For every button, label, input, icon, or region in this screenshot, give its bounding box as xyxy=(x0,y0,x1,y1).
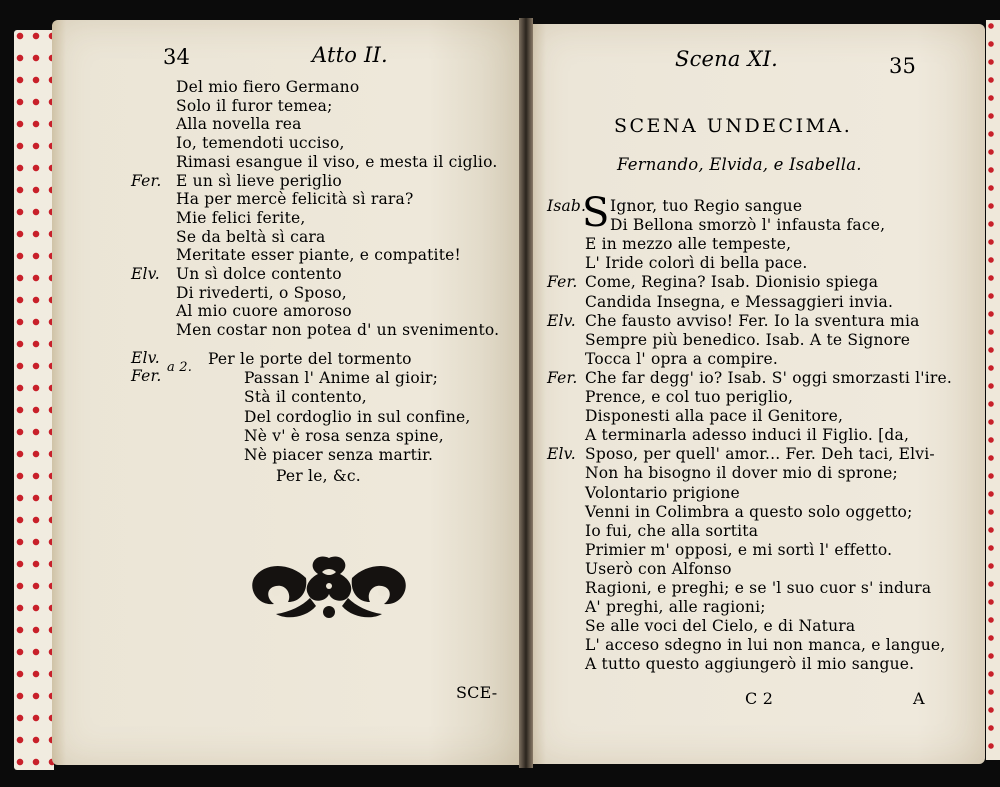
verse-line: Ha per mercè felicità sì rara? xyxy=(176,190,414,209)
verse-line: Ragioni, e preghi; e se 'l suo cuor s' indura xyxy=(585,579,932,597)
duet-speaker: Elv. xyxy=(131,349,160,367)
speaker-label: Isab. xyxy=(547,197,587,215)
verse-line: Se da beltà sì cara xyxy=(176,227,326,246)
page-number: 35 xyxy=(889,54,917,78)
catchword: SCE- xyxy=(456,683,498,702)
verse-line: Volontario prigione xyxy=(585,483,740,502)
catchword: A xyxy=(913,689,925,708)
verse-line: Alla novella rea xyxy=(176,115,302,134)
duet-verse-line: Nè v' è rosa senza spine, xyxy=(244,426,444,445)
verse-line: Io fui, che alla sortita xyxy=(585,521,759,540)
verse-line: Disponesti alla pace il Genitore, xyxy=(585,407,844,426)
verse-line: A terminarla adesso induci il Figlio. [da, xyxy=(585,426,910,445)
running-header: Scena XI. xyxy=(675,47,779,71)
verse-line: Rimasi esangue il viso, e mesta il ciglio. xyxy=(176,152,498,171)
printer-ornament-icon xyxy=(246,548,412,626)
verse-line: Candida Insegna, e Messaggieri invia. xyxy=(585,292,894,311)
verse-line: Sempre più benedico. Isab. A te Signore xyxy=(585,330,911,349)
verse-line: Venni in Colimbra a questo solo oggetto; xyxy=(585,502,913,521)
verse-line: Sposo, per quell' amor... Fer. Deh taci, Elvi- xyxy=(585,445,935,464)
verse-line: Un sì dolce contento xyxy=(176,265,342,283)
verse-line: Meritate esser piante, e compatite! xyxy=(176,246,461,265)
book-gutter xyxy=(519,18,533,768)
verse-line: Ignor, tuo Regio sangue xyxy=(610,197,803,215)
verse-line: Mie felici ferite, xyxy=(176,208,306,227)
verse-line: Primier m' opposi, e mi sortì l' effetto. xyxy=(585,540,893,559)
scene-title: SCENA UNDECIMA. xyxy=(614,115,853,137)
verse-line: E un sì lieve periglio xyxy=(176,171,342,190)
duet-verse-line: Del cordoglio in sul confine, xyxy=(244,407,471,426)
verse-line: Al mio cuore amoroso xyxy=(176,302,352,321)
verse-line: Men costar non potea d' un svenimento. xyxy=(176,321,500,340)
verse-line: E in mezzo alle tempeste, xyxy=(585,235,792,254)
speaker-label: Elv. xyxy=(131,265,160,283)
speaker-label: Elv. xyxy=(547,311,576,330)
duet-mark: a 2. xyxy=(167,360,193,375)
drop-capital: S xyxy=(582,190,610,236)
verse-line: Che fausto avviso! Fer. Io la sventura mia xyxy=(585,311,920,330)
verse-line: Solo il furor temea; xyxy=(176,96,333,115)
verse-line: Di rivederti, o Sposo, xyxy=(176,283,347,302)
duet-verse-line: Nè piacer senza martir. xyxy=(244,446,434,464)
duet-verse-line: Stà il contento, xyxy=(244,388,367,407)
etc-line: Per le, &c. xyxy=(276,467,361,485)
book-cover-right xyxy=(986,20,1000,760)
speaker-label: Fer. xyxy=(547,273,578,292)
verse-line: A tutto questo aggiungerò il mio sangue. xyxy=(585,655,915,674)
verse-line: Tocca l' opra a compire. xyxy=(585,349,779,368)
verse-line: Prence, e col tuo periglio, xyxy=(585,388,794,406)
speaker-label: Elv. xyxy=(547,445,576,464)
speaker-label: Fer. xyxy=(131,171,162,190)
book-cover-left xyxy=(14,30,54,770)
character-list: Fernando, Elvida, e Isabella. xyxy=(617,155,862,174)
verse-line: Io, temendoti ucciso, xyxy=(176,134,345,153)
verse-line: L' acceso sdegno in lui non manca, e langue, xyxy=(585,636,946,655)
verse-line: Userò con Alfonso xyxy=(585,559,732,578)
verse-line: Non ha bisogno il dover mio di sprone; xyxy=(585,464,898,483)
verse-line: Se alle voci del Cielo, e di Natura xyxy=(585,617,856,636)
duet-speaker: Fer. xyxy=(131,367,162,385)
signature-mark: C 2 xyxy=(745,689,774,708)
duet-verse-line: Per le porte del tormento xyxy=(208,350,412,368)
running-header: Atto II. xyxy=(312,43,388,67)
speaker-label: Fer. xyxy=(547,368,578,387)
verse-line: Di Bellona smorzò l' infausta face, xyxy=(610,216,886,235)
verse-line: L' Iride colorì di bella pace. xyxy=(585,254,808,273)
page-number: 34 xyxy=(163,45,191,69)
duet-verse-line: Passan l' Anime al gioir; xyxy=(244,369,439,388)
verse-line: Come, Regina? Isab. Dionisio spiega xyxy=(585,273,879,292)
verse-line: Del mio fiero Germano xyxy=(176,78,360,96)
verse-line: Che far degg' io? Isab. S' oggi smorzasti l'ire. xyxy=(585,368,953,387)
verse-line: A' preghi, alle ragioni; xyxy=(585,598,766,617)
